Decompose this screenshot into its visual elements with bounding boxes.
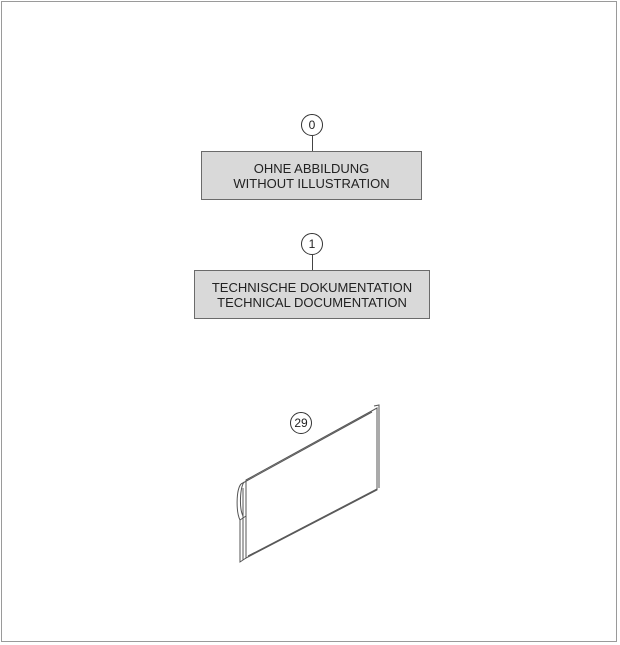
label-line-german: TECHNISCHE DOKUMENTATION	[211, 279, 413, 295]
label-line-german: OHNE ABBILDUNG	[253, 160, 370, 176]
label-line-english: WITHOUT ILLUSTRATION	[233, 175, 390, 191]
callout-0: 0	[301, 114, 323, 136]
callout-29: 29	[290, 412, 312, 434]
label-line-english: TECHNICAL DOCUMENTATION	[217, 294, 407, 310]
callout-1: 1	[301, 233, 323, 255]
